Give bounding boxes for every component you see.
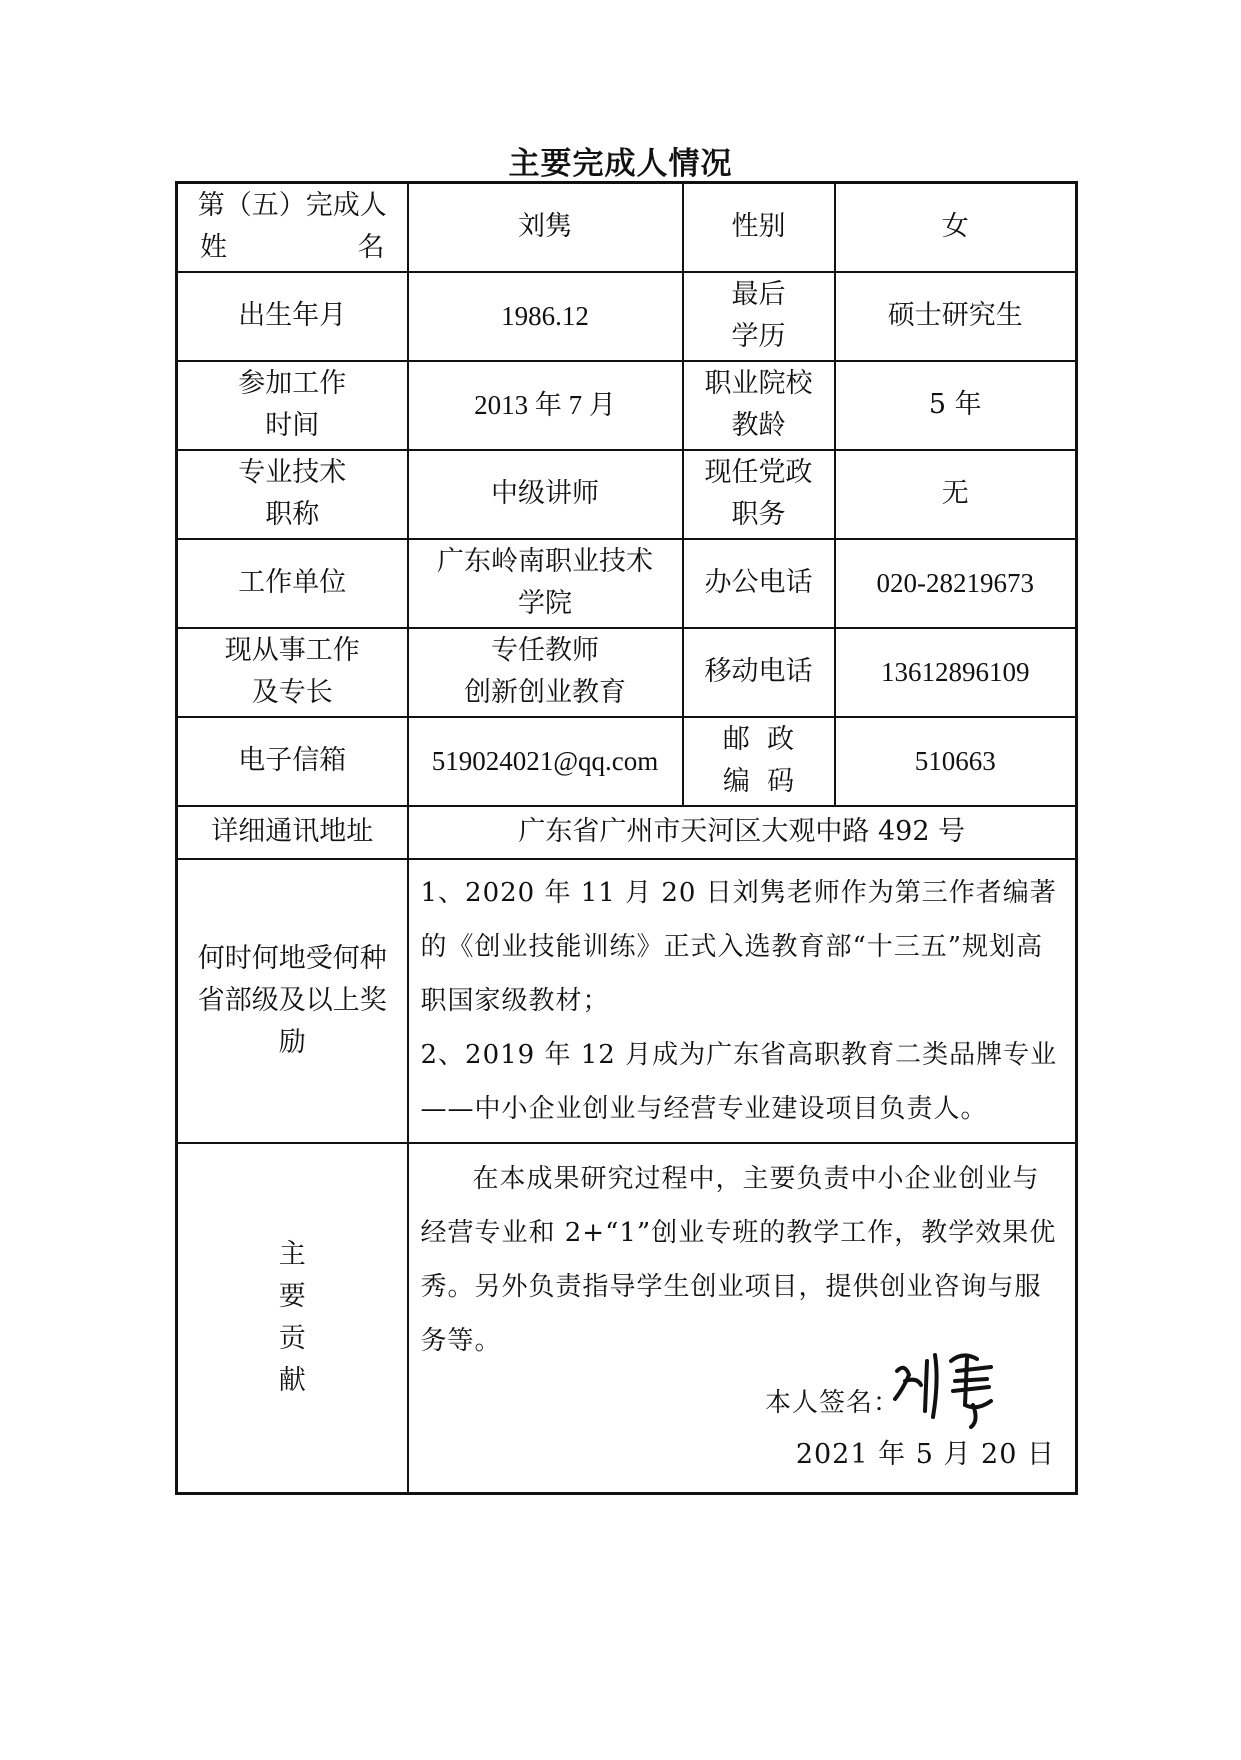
- post-label: 现任党政 职务: [683, 450, 835, 539]
- birth-value: 1986.12: [408, 272, 683, 361]
- contribution-content: [408, 1143, 1077, 1494]
- title-label: 专业技术 职称: [177, 450, 408, 539]
- table-row: [177, 1143, 1077, 1494]
- signature-label: 本人签名：: [764, 1387, 900, 1418]
- table-row: [177, 806, 1077, 859]
- awards-content: [408, 859, 1077, 1143]
- office-phone-value: 020-28219673: [835, 539, 1077, 628]
- job-value: 专任教师 创新创业教育: [408, 628, 683, 717]
- personnel-table: [175, 181, 1078, 1495]
- birth-label: 出生年月: [177, 272, 408, 361]
- award-item: 1、2020 年 11 月 20 日刘隽老师作为第三作者编著的《创业技能训练》正式入选教育部“十三五”规划高职国家级教材；: [420, 877, 1057, 1016]
- address-label: 详细通讯地址: [177, 806, 408, 859]
- table-row: [177, 361, 1077, 450]
- postcode-label: 邮 政 编 码: [683, 717, 835, 806]
- table-row: [177, 272, 1077, 361]
- award-item: 2、2019 年 12 月成为广东省高职教育二类品牌专业——中小企业创业与经营专业建设项目负责人。: [420, 1039, 1058, 1124]
- title-value: 中级讲师: [408, 450, 683, 539]
- unit-label: 工作单位: [177, 539, 408, 628]
- teach-years-value: 5 年: [835, 361, 1077, 450]
- awards-label: 何时何地受何种 省部级及以上奖励: [177, 859, 408, 1143]
- table-row: [177, 183, 1077, 272]
- page-title: 主要完成人情况: [508, 146, 733, 182]
- gender-label: 性别: [683, 183, 835, 272]
- email-value: 519024021@qq.com: [408, 717, 683, 806]
- table-row: [177, 450, 1077, 539]
- gender-value: 女: [835, 183, 1077, 272]
- education-label: 最后 学历: [683, 272, 835, 361]
- contribution-label: 主 要 贡 献: [177, 1143, 408, 1494]
- teach-years-label: 职业院校 教龄: [683, 361, 835, 450]
- work-start-label: 参加工作 时间: [177, 361, 408, 450]
- handwritten-signature: [887, 1341, 1007, 1431]
- mobile-value: 13612896109: [835, 628, 1077, 717]
- email-label: 电子信箱: [177, 717, 408, 806]
- name-value: 刘隽: [408, 183, 683, 272]
- mobile-label: 移动电话: [683, 628, 835, 717]
- post-value: 无: [835, 450, 1077, 539]
- unit-value: 广东岭南职业技术 学院: [408, 539, 683, 628]
- contribution-text: 在本成果研究过程中，主要负责中小企业创业与经营专业和 2+“1”创业专班的教学工作，教学效果优秀。另外负责指导学生创业项目，提供创业咨询与服务等。: [420, 1163, 1057, 1356]
- table-row: [177, 717, 1077, 806]
- address-value: 广东省广州市天河区大观中路 492 号: [408, 806, 1077, 859]
- name-label: 第（五）完成人 姓 名: [177, 183, 408, 272]
- signature-date: 2021 年 5 月 20 日: [795, 1438, 1055, 1470]
- work-start-value: 2013 年 7 月: [408, 361, 683, 450]
- table-row: [177, 628, 1077, 717]
- education-value: 硕士研究生: [835, 272, 1077, 361]
- office-phone-label: 办公电话: [683, 539, 835, 628]
- job-label: 现从事工作 及专长: [177, 628, 408, 717]
- table-row: [177, 859, 1077, 1143]
- table-row: [177, 539, 1077, 628]
- postcode-value: 510663: [835, 717, 1077, 806]
